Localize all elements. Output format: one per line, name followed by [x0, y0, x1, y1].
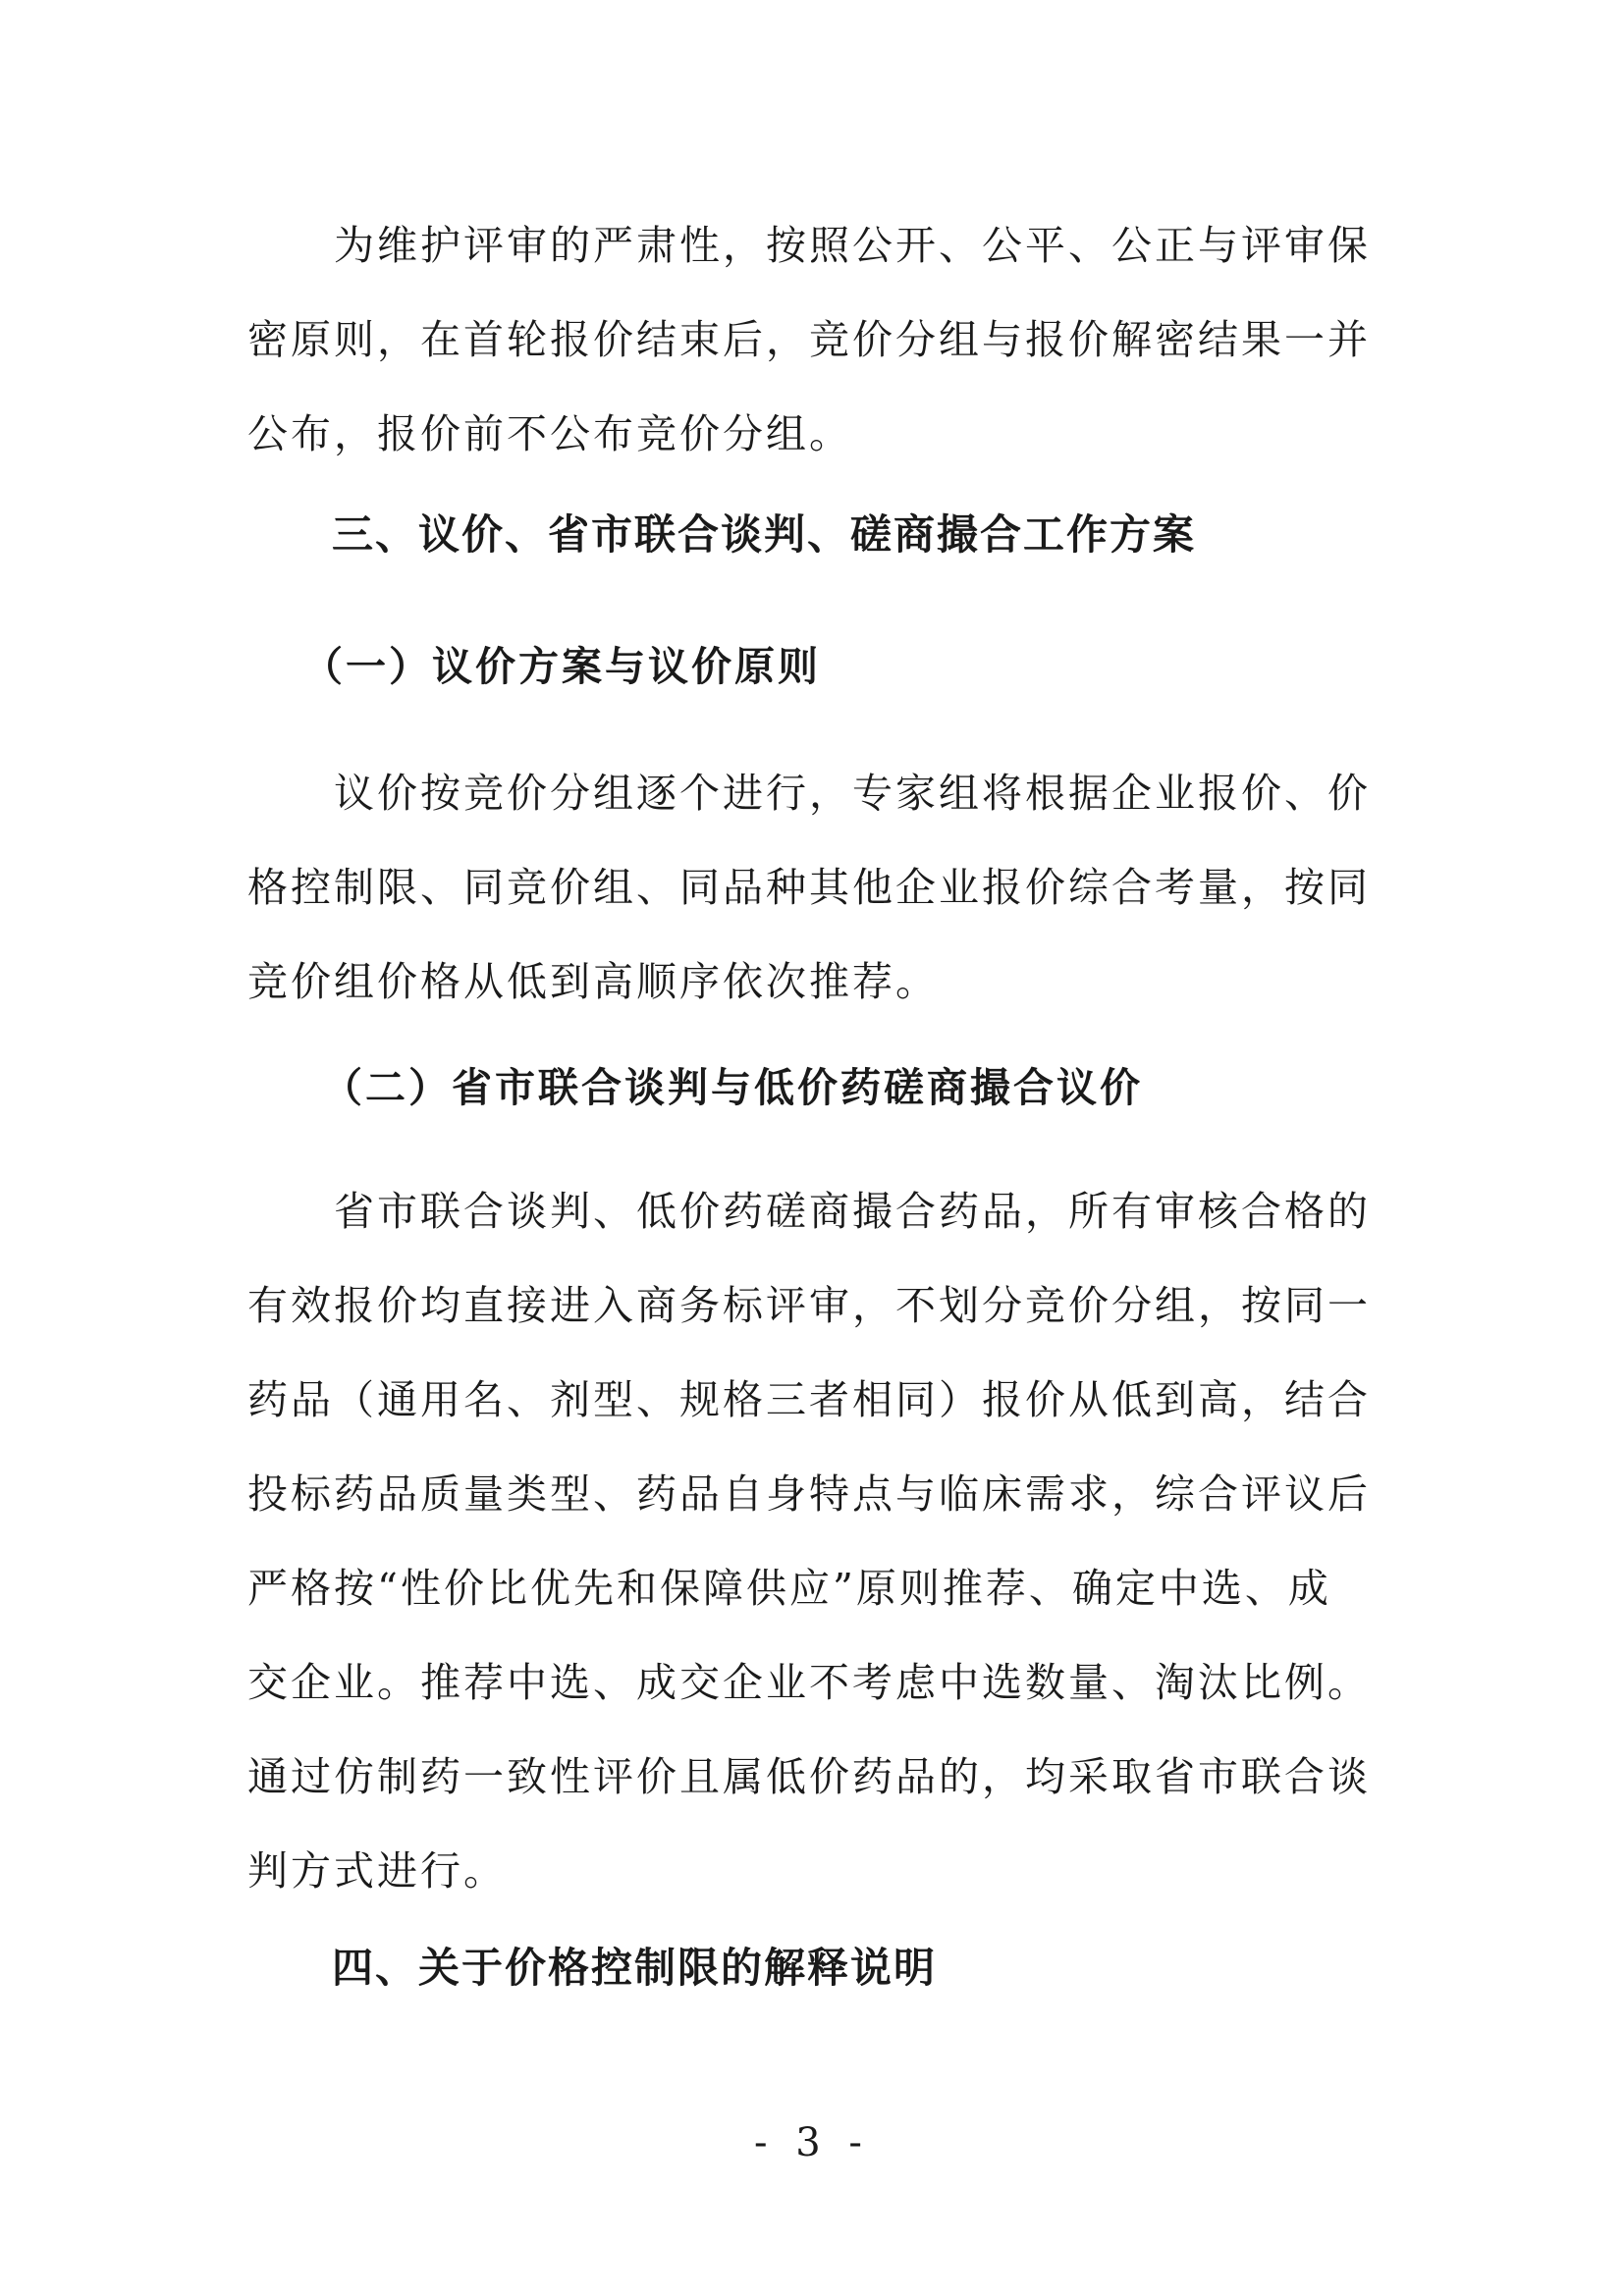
- page-number: - 3 -: [754, 2120, 870, 2165]
- paragraph-line: 竞价组价格从低到高顺序依次推荐。: [247, 958, 939, 1005]
- paragraph-review-confidentiality: [247, 198, 1386, 481]
- paragraph-line: 交企业。推荐中选、成交企业不考虑中选数量、淘汰比例。: [247, 1659, 1371, 1706]
- paragraph-line: 格控制限、同竞价组、同品种其他企业报价综合考量，按同: [247, 864, 1371, 911]
- paragraph-line: 通过仿制药一致性评价且属低价药品的，均采取省市联合谈: [247, 1753, 1371, 1800]
- paragraph-line: 议价按竞价分组逐个进行，专家组将根据企业报价、价: [247, 770, 1371, 817]
- paragraph-line: 判方式进行。: [247, 1847, 507, 1895]
- paragraph-line: 严格按“性价比优先和保障供应”原则推荐、确定中选、成: [247, 1565, 1331, 1612]
- paragraph-line: 公布，报价前不公布竞价分组。: [247, 410, 852, 457]
- paragraph-line: 密原则，在首轮报价结束后，竞价分组与报价解密结果一并: [247, 316, 1371, 363]
- section-heading-3: 三、议价、省市联合谈判、磋商撮合工作方案: [332, 510, 1197, 559]
- paragraph-line: 省市联合谈判、低价药磋商撮合药品，所有审核合格的: [247, 1188, 1371, 1235]
- paragraph-line: 有效报价均直接进入商务标评审，不划分竞价分组，按同一: [247, 1282, 1371, 1329]
- subheading-3-2: （二）省市联合谈判与低价药磋商撮合议价: [322, 1064, 1143, 1111]
- paragraph-negotiation-plan: [247, 746, 1386, 1029]
- paragraph-line: 投标药品质量类型、药品自身特点与临床需求，综合评议后: [247, 1470, 1371, 1518]
- paragraph-joint-negotiation: [247, 1164, 1386, 1918]
- paragraph-line: 药品（通用名、剂型、规格三者相同）报价从低到高，结合: [247, 1376, 1371, 1423]
- subheading-3-1: （一）议价方案与议价原则: [302, 643, 821, 690]
- section-heading-4: 四、关于价格控制限的解释说明: [332, 1944, 938, 1992]
- paragraph-line: 为维护评审的严肃性，按照公开、公平、公正与评审保: [247, 222, 1371, 269]
